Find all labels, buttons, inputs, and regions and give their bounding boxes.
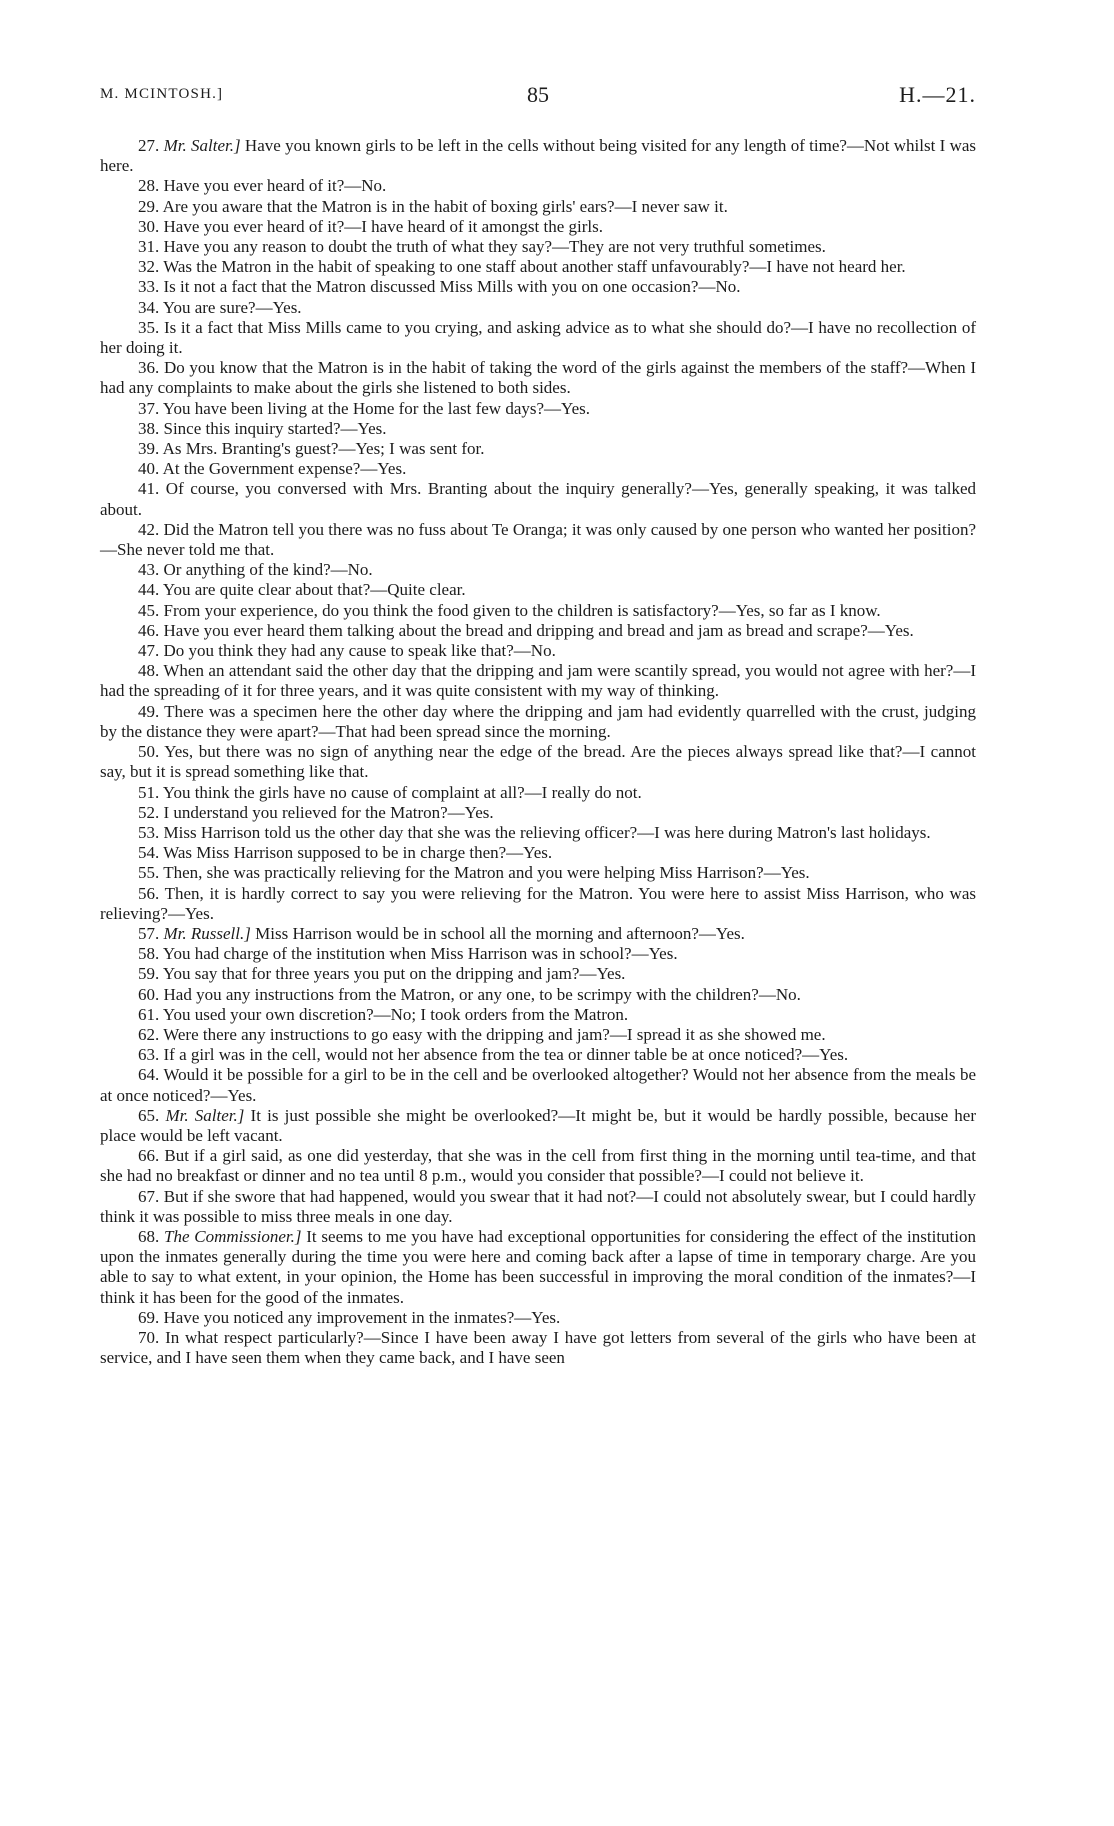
question-number: 49. [138, 701, 160, 721]
testimony-paragraph [100, 399, 976, 419]
question-answer-text: You think the girls have no cause of complaint at all?—I really do not. [162, 782, 642, 802]
question-number: 34. [138, 297, 160, 317]
testimony-paragraph [100, 783, 976, 803]
testimony-paragraph [100, 964, 976, 984]
question-number: 47. [138, 641, 160, 661]
question-number: 36. [138, 358, 160, 378]
question-number: 42. [138, 519, 160, 539]
testimony-paragraph [100, 257, 976, 277]
question-answer-text: Is it a fact that Miss Mills came to you crying, and asking advice as to what she should do?—I have no recollection of her doing it. [100, 317, 976, 358]
testimony-paragraph [100, 580, 976, 600]
question-answer-text: If a girl was in the cell, would not her absence from the tea or dinner table be at once noticed?—Yes. [163, 1045, 849, 1065]
testimony-paragraph [100, 702, 976, 742]
question-answer-text: Of course, you conversed with Mrs. Branting about the inquiry generally?—Yes, generally speaking, it was talked about. [100, 479, 977, 519]
testimony-paragraph [100, 520, 976, 560]
question-number: 40. [138, 459, 160, 479]
question-number: 66. [138, 1146, 160, 1166]
question-number: 46. [138, 620, 160, 640]
question-answer-text: You are sure?—Yes. [162, 297, 302, 317]
question-number: 64. [138, 1065, 160, 1085]
question-answer-text: I understand you relieved for the Matron?—Yes. [163, 802, 494, 822]
testimony-paragraph [100, 1308, 976, 1328]
question-number: 50. [138, 742, 160, 762]
witness-name: M. MCINTOSH.] [100, 86, 224, 102]
question-number: 65. [138, 1105, 160, 1125]
testimony-paragraph [100, 197, 976, 217]
question-number: 27. [138, 136, 160, 155]
testimony-paragraph [100, 1065, 976, 1105]
testimony-paragraph [100, 1045, 976, 1065]
question-number: 41. [138, 479, 160, 499]
testimony-paragraph [100, 944, 976, 964]
question-answer-text: When an attendant said the other day that the dripping and jam were scantily spread, you would not agree with her?—I had the spreading of it for three years, and it was quite consistent with my way of thinking. [100, 661, 976, 701]
question-answer-text: It is just possible she might be overlooked?—It might be, but it would be hardly possible, because her place would be left vacant. [100, 1105, 976, 1145]
testimony-paragraph [100, 621, 976, 641]
testimony-paragraph [100, 237, 976, 257]
testimony-paragraph [100, 277, 976, 297]
testimony-paragraph [100, 318, 976, 358]
question-number: 45. [138, 600, 160, 620]
testimony-paragraph [100, 1187, 976, 1227]
question-number: 67. [138, 1186, 160, 1206]
testimony-body [100, 136, 976, 1368]
question-answer-text: Since this inquiry started?—Yes. [163, 418, 387, 438]
testimony-paragraph [100, 803, 976, 823]
question-number: 56. [138, 883, 160, 903]
question-answer-text: Is it not a fact that the Matron discussed Miss Mills with you on one occasion?—No. [163, 277, 741, 297]
question-number: 38. [138, 418, 160, 438]
question-answer-text: There was a specimen here the other day where the dripping and jam had evidently quarrelled with the crust, judging by the distance they were apart?—That had been spread since the morning. [100, 701, 976, 741]
question-number: 32. [138, 257, 160, 277]
question-number: 31. [138, 237, 160, 257]
question-number: 48. [138, 661, 160, 681]
testimony-paragraph [100, 1005, 976, 1025]
testimony-paragraph [100, 1146, 976, 1186]
question-number: 61. [138, 1004, 160, 1024]
testimony-paragraph [100, 217, 976, 237]
question-answer-text: Have you ever heard them talking about the bread and dripping and bread and jam as bread and scrape?—Yes. [163, 620, 914, 640]
question-answer-text: Miss Harrison told us the other day that she was the relieving officer?—I was here during Matron's last holidays. [163, 822, 931, 842]
question-answer-text: Are you aware that the Matron is in the habit of boxing girls' ears?—I never saw it. [162, 196, 728, 216]
question-number: 57. [138, 923, 160, 943]
testimony-paragraph [100, 419, 976, 439]
testimony-paragraph [100, 843, 976, 863]
testimony-paragraph [100, 884, 976, 924]
question-answer-text: Have you known girls to be left in the cells without being visited for any length of time?—Not whilst I was here. [100, 136, 977, 176]
speaker-label: Mr. Salter.] [163, 136, 241, 155]
testimony-paragraph [100, 742, 976, 782]
question-number: 53. [138, 822, 160, 842]
question-answer-text: Miss Harrison would be in school all the morning and afternoon?—Yes. [250, 923, 745, 943]
question-answer-text: But if she swore that had happened, would you swear that it had not?—I could not absolutely swear, but I could hardly think it was possible to miss three meals in one day. [100, 1186, 976, 1226]
question-answer-text: In what respect particularly?—Since I have been away I have got letters from several of the girls who have been at service, and I have seen them when they came back, and I have seen [100, 1327, 977, 1368]
testimony-paragraph [100, 641, 976, 661]
question-answer-text: Have you ever heard of it?—No. [163, 176, 387, 196]
question-answer-text: Would it be possible for a girl to be in the cell and be overlooked altogether? Would not her absence from the meals be at once noticed?—Yes. [100, 1065, 976, 1105]
question-answer-text: But if a girl said, as one did yesterday, that she was in the cell from first thing in the morning until tea-time, and that she had no breakfast or dinner and no tea until 8 p.m., would you consider that possible?—I could not believe it. [100, 1146, 977, 1186]
question-number: 30. [138, 216, 160, 236]
question-number: 29. [138, 196, 160, 216]
question-answer-text: Did the Matron tell you there was no fuss about Te Oranga; it was only caused by one person who wanted her position?—She never told me that. [100, 519, 976, 560]
question-number: 68. [138, 1226, 160, 1246]
question-answer-text: You had charge of the institution when Miss Harrison was in school?—Yes. [162, 944, 678, 964]
question-answer-text: You are quite clear about that?—Quite clear. [162, 580, 466, 600]
testimony-paragraph [100, 439, 976, 459]
question-number: 54. [138, 843, 160, 863]
question-answer-text: Have you any reason to doubt the truth of what they say?—They are not very truthful sometimes. [163, 237, 826, 257]
question-number: 69. [138, 1307, 160, 1327]
testimony-paragraph [100, 479, 976, 519]
testimony-paragraph [100, 358, 976, 398]
question-number: 60. [138, 984, 160, 1004]
testimony-paragraph [100, 1227, 976, 1308]
testimony-paragraph [100, 863, 976, 883]
question-answer-text: Do you know that the Matron is in the habit of taking the word of the girls against the members of the staff?—When I had any complaints to make about the girls she listened to both sides. [100, 358, 977, 398]
question-answer-text: You used your own discretion?—No; I took orders from the Matron. [162, 1004, 629, 1024]
question-answer-text: Was Miss Harrison supposed to be in charge then?—Yes. [163, 843, 553, 863]
question-number: 62. [138, 1024, 160, 1044]
page-number: 85 [527, 82, 549, 107]
testimony-paragraph [100, 1025, 976, 1045]
question-answer-text: From your experience, do you think the food given to the children is satisfactory?—Yes, so far as I know. [163, 600, 881, 620]
question-number: 33. [138, 277, 160, 297]
question-answer-text: Do you think they had any cause to speak like that?—No. [163, 641, 556, 661]
document-reference: H.—21. [899, 82, 976, 107]
question-answer-text: At the Government expense?—Yes. [162, 459, 407, 479]
question-number: 37. [138, 398, 160, 418]
question-number: 55. [138, 863, 160, 883]
question-number: 58. [138, 944, 160, 964]
speaker-label: Mr. Russell.] [163, 923, 251, 943]
question-answer-text: As Mrs. Branting's guest?—Yes; I was sent for. [162, 439, 485, 459]
question-number: 51. [138, 782, 160, 802]
speaker-label: Mr. Salter.] [165, 1105, 245, 1125]
question-number: 35. [138, 317, 160, 337]
question-answer-text: You say that for three years you put on the dripping and jam?—Yes. [162, 964, 626, 984]
testimony-paragraph [100, 136, 976, 176]
question-answer-text: It seems to me you have had exceptional opportunities for considering the effect of the institution upon the inmates generally during the time you were here and coming back after a lapse of time in temporary charge. Are you able to say to what extent, in your opinion, the Home has been successful in improving the moral condition of the inmates?—I think it has been for the good of the inmates. [100, 1226, 976, 1307]
question-answer-text: Then, she was practically relieving for the Matron and you were helping Miss Harrison?—Yes. [163, 863, 810, 883]
testimony-paragraph [100, 459, 976, 479]
question-answer-text: Yes, but there was no sign of anything near the edge of the bread. Are the pieces always spread like that?—I cannot say, but it is spread something like that. [100, 742, 976, 782]
testimony-paragraph [100, 176, 976, 196]
testimony-paragraph [100, 1328, 976, 1368]
question-number: 39. [138, 439, 160, 459]
question-answer-text: Have you noticed any improvement in the inmates?—Yes. [163, 1307, 561, 1327]
testimony-paragraph [100, 661, 976, 701]
testimony-paragraph [100, 601, 976, 621]
speaker-label: The Commissioner.] [164, 1226, 302, 1246]
question-number: 52. [138, 802, 160, 822]
question-number: 28. [138, 176, 160, 196]
question-answer-text: Was the Matron in the habit of speaking to one staff about another staff unfavourably?—I have not heard her. [163, 257, 906, 277]
question-number: 44. [138, 580, 160, 600]
question-answer-text: Then, it is hardly correct to say you were relieving for the Matron. You were here to assist Miss Harrison, who was relieving?—Yes. [100, 883, 976, 923]
question-number: 70. [138, 1327, 160, 1347]
testimony-paragraph [100, 924, 976, 944]
question-answer-text: You have been living at the Home for the last few days?—Yes. [162, 398, 591, 418]
testimony-paragraph [100, 1106, 976, 1146]
testimony-paragraph [100, 985, 976, 1005]
page-header [100, 82, 976, 112]
question-answer-text: Have you ever heard of it?—I have heard of it amongst the girls. [163, 216, 603, 236]
question-number: 43. [138, 560, 160, 580]
testimony-paragraph [100, 298, 976, 318]
question-answer-text: Had you any instructions from the Matron, or any one, to be scrimpy with the children?—No. [163, 984, 801, 1004]
question-answer-text: Were there any instructions to go easy with the dripping and jam?—I spread it as she showed me. [163, 1024, 826, 1044]
testimony-paragraph [100, 560, 976, 580]
testimony-paragraph [100, 823, 976, 843]
question-number: 63. [138, 1045, 160, 1065]
question-number: 59. [138, 964, 160, 984]
question-answer-text: Or anything of the kind?—No. [163, 560, 373, 580]
